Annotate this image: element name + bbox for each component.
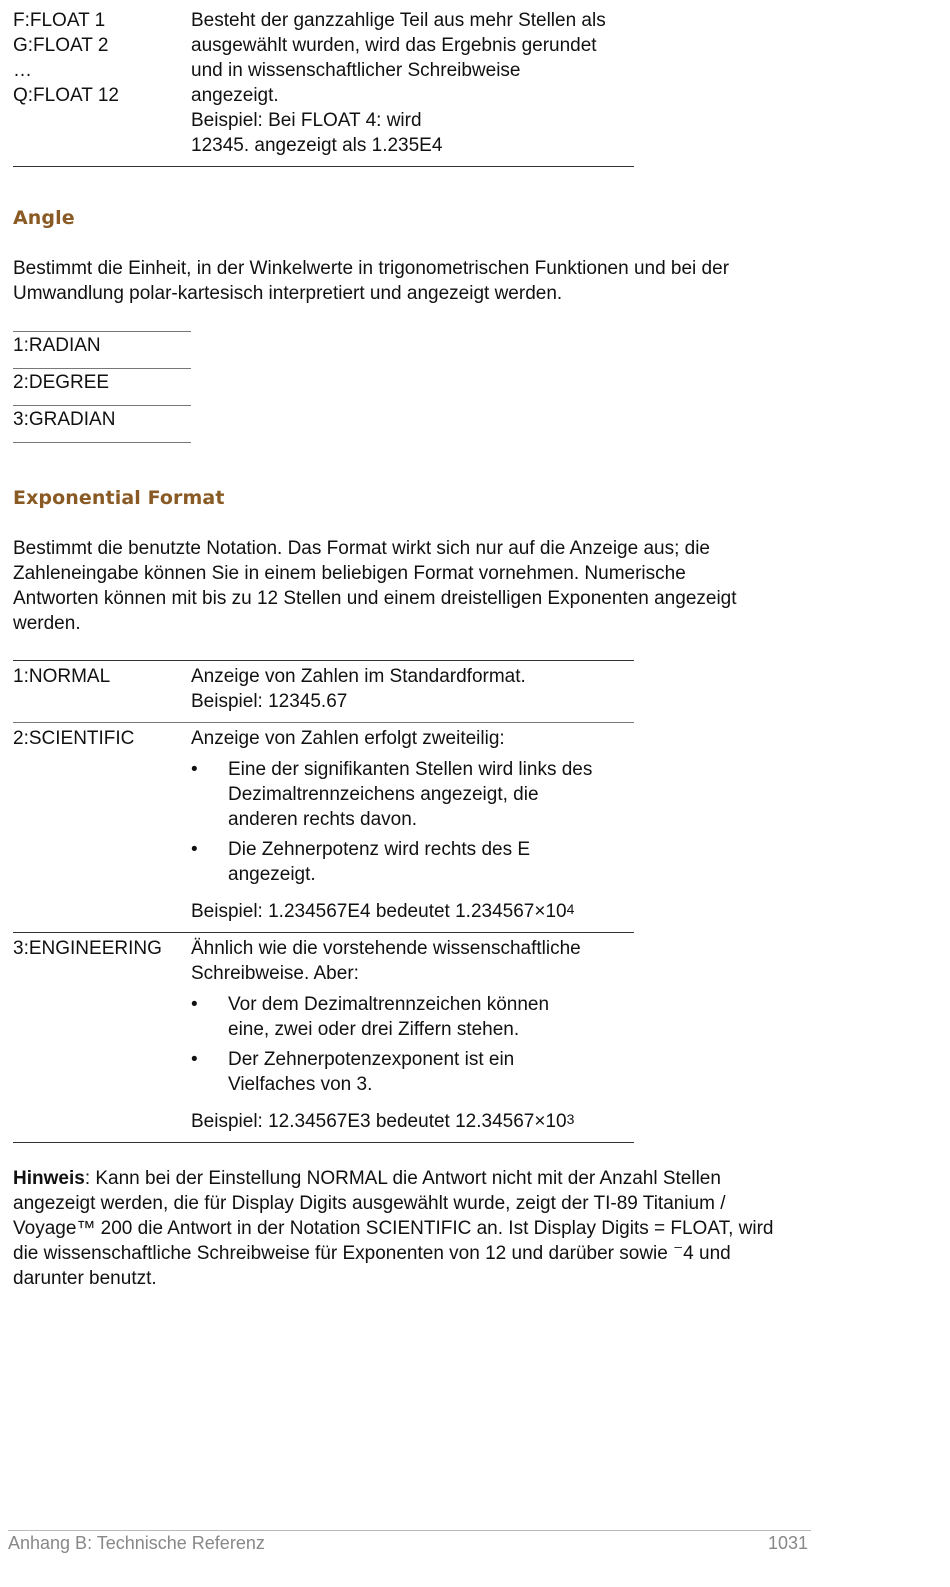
text-line: Dezimaltrennzeichens angezeigt, die <box>228 784 539 805</box>
text-line: Umwandlung polar-kartesisch interpretiert und angezeigt werden. <box>13 283 563 304</box>
text-line: Schreibweise. Aber: <box>191 963 359 984</box>
text-line: Antworten können mit bis zu 12 Stellen und einem dreistelligen Exponenten angezeigt <box>13 588 737 609</box>
float-description <box>191 8 631 158</box>
text-line: Vor dem Dezimaltrennzeichen können <box>228 994 550 1015</box>
text-line <box>13 1241 833 1266</box>
text-fragment: : Kann bei der Einstellung NORMAL die Antwort nicht mit der Anzahl Stellen <box>84 1168 721 1189</box>
text-fragment: 4 und <box>683 1243 731 1264</box>
table-divider <box>13 1142 634 1143</box>
angle-option-degree: 2:DEGREE <box>13 372 110 393</box>
bullet: • <box>191 1049 198 1070</box>
text-line <box>13 1166 833 1191</box>
scientific-example <box>191 899 631 924</box>
text-fragment: die wissenschaftliche Schreibweise für Exponenten von 12 und darüber sowie <box>13 1243 674 1264</box>
note-label: Hinweis <box>13 1168 85 1189</box>
option-normal-label: 1:NORMAL <box>13 666 111 687</box>
text-line: Eine der signifikanten Stellen wird links des <box>228 759 593 780</box>
exponential-description <box>13 536 833 636</box>
table-divider <box>13 442 191 443</box>
table-divider <box>13 722 634 723</box>
text-line: werden. <box>13 613 81 634</box>
scientific-intro: Anzeige von Zahlen erfolgt zweiteilig: <box>191 728 505 749</box>
float-label: G:FLOAT 2 <box>13 35 109 56</box>
text-line: Besteht der ganzzahlige Teil aus mehr Stellen als <box>191 10 606 31</box>
engineering-bullet-2 <box>228 1047 638 1097</box>
text-line: Beispiel: Bei FLOAT 4: wird <box>191 110 422 131</box>
text-line: Der Zehnerpotenzexponent ist ein <box>228 1049 515 1070</box>
table-divider <box>13 405 191 406</box>
text-line: anderen rechts davon. <box>228 809 418 830</box>
bullet: • <box>191 994 198 1015</box>
text-line: ausgewählt wurden, wird das Ergebnis gerundet <box>191 35 597 56</box>
text-line: Voyage™ 200 die Antwort in der Notation SCIENTIFIC an. Ist Display Digits = FLOAT, wird <box>13 1218 774 1239</box>
float-label: … <box>13 60 32 81</box>
text-line: 12345. angezeigt als 1.235E4 <box>191 135 443 156</box>
engineering-intro <box>191 936 631 986</box>
table-divider <box>13 660 634 661</box>
option-engineering-label: 3:ENGINEERING <box>13 938 162 959</box>
text-line: eine, zwei oder drei Ziffern stehen. <box>228 1019 520 1040</box>
example-text: Beispiel: 1.234567E4 bedeutet 1.234567×10 <box>191 901 567 922</box>
engineering-example <box>191 1109 631 1134</box>
text-line: Anzeige von Zahlen im Standardformat. <box>191 666 526 687</box>
text-line: angezeigt. <box>191 85 279 106</box>
negative-sign: ⁻ <box>673 1241 684 1262</box>
text-line: Bestimmt die benutzte Notation. Das Format wirkt sich nur auf die Anzeige aus; die <box>13 538 710 559</box>
example-text: Beispiel: 12.34567E3 bedeutet 12.34567×10 <box>191 1111 567 1132</box>
text-line: Ähnlich wie die vorstehende wissenschaftliche <box>191 938 581 959</box>
exponent: 4 <box>566 901 575 917</box>
text-line: angezeigt werden, die für Display Digits ausgewählt wurde, zeigt der TI-89 Titanium / <box>13 1193 726 1214</box>
table-divider <box>13 932 634 933</box>
table-divider <box>13 166 634 167</box>
text-line: Die Zehnerpotenz wird rechts des E <box>228 839 531 860</box>
option-scientific-label: 2:SCIENTIFIC <box>13 728 135 749</box>
text-line: Beispiel: 12345.67 <box>191 691 348 712</box>
text-line: darunter benutzt. <box>13 1268 157 1289</box>
scientific-bullet-1 <box>228 757 638 832</box>
text-line: Bestimmt die Einheit, in der Winkelwerte in trigonometrischen Funktionen und bei der <box>13 258 730 279</box>
bullet: • <box>191 839 198 860</box>
text-line: Zahleneingabe können Sie in einem beliebigen Format vornehmen. Numerische <box>13 563 686 584</box>
note-paragraph <box>13 1166 833 1291</box>
angle-option-radian: 1:RADIAN <box>13 335 101 356</box>
float-label: F:FLOAT 1 <box>13 10 106 31</box>
float-label: Q:FLOAT 12 <box>13 85 119 106</box>
table-divider <box>13 331 191 332</box>
scientific-bullet-2 <box>228 837 638 887</box>
angle-option-gradian: 3:GRADIAN <box>13 409 116 430</box>
option-normal-description <box>191 664 631 714</box>
page-number: 1031 <box>768 1533 809 1553</box>
table-divider <box>13 368 191 369</box>
section-heading-angle: Angle <box>13 207 75 229</box>
text-line: Vielfaches von 3. <box>228 1074 373 1095</box>
bullet: • <box>191 759 198 780</box>
float-labels <box>13 8 119 108</box>
section-heading-exponential-format: Exponential Format <box>13 487 225 509</box>
footer-title: Anhang B: Technische Referenz <box>8 1533 265 1553</box>
engineering-bullet-1 <box>228 992 638 1042</box>
exponent: 3 <box>566 1111 575 1127</box>
angle-description <box>13 256 833 306</box>
text-line: angezeigt. <box>228 864 316 885</box>
text-line: und in wissenschaftlicher Schreibweise <box>191 60 521 81</box>
